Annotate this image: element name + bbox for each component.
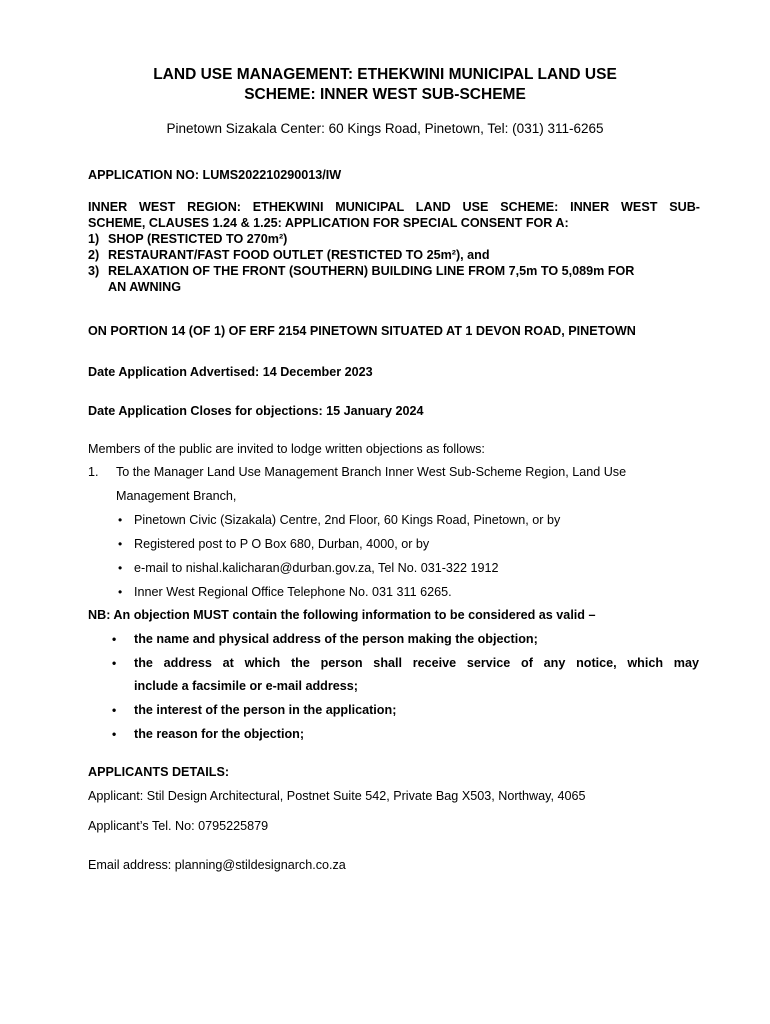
office-address: Pinetown Sizakala Center: 60 Kings Road, Pinetown, Tel: (031) 311-6265 (166, 121, 604, 136)
title-line-1: LAND USE MANAGEMENT: ETHEKWINI MUNICIPAL LAND USE (153, 66, 617, 83)
consent-item-text: RESTAURANT/FAST FOOD OUTLET (RESTICTED TO 25m²), and (108, 248, 490, 262)
consent-item-3-continued: AN AWNING (108, 280, 181, 294)
requirement-interest: the interest of the person in the application; (134, 703, 397, 717)
lodge-option-civic-centre: Pinetown Civic (Sizakala) Centre, 2nd Floor, 60 Kings Road, Pinetown, or by (134, 513, 561, 527)
description-line-2: SCHEME, CLAUSES 1.24 & 1.25: APPLICATION FOR SPECIAL CONSENT FOR A: (88, 216, 569, 230)
consent-item-2 (88, 247, 700, 263)
bullet-icon: • (118, 585, 123, 599)
requirement-reason: the reason for the objection; (134, 727, 305, 741)
consent-item-number: 2) (88, 248, 100, 262)
title-line-2: SCHEME: INNER WEST SUB-SCHEME (244, 86, 526, 103)
objection-step-number: 1. (88, 465, 99, 479)
requirement-name-address: the name and physical address of the person making the objection; (134, 632, 538, 646)
consent-item-number: 1) (88, 232, 100, 246)
objections-intro: Members of the public are invited to lodge written objections as follows: (88, 442, 485, 456)
consent-item-number: 3) (88, 264, 100, 278)
consent-item-1 (88, 231, 700, 247)
applicant-address: Applicant: Stil Design Architectural, Postnet Suite 542, Private Bag X503, Northway, 4065 (88, 789, 586, 803)
objection-step-line-1: To the Manager Land Use Management Branch Inner West Sub-Scheme Region, Land Use (116, 465, 627, 479)
consent-item-text: SHOP (RESTICTED TO 270m²) (108, 232, 288, 246)
consent-item-text: RELAXATION OF THE FRONT (SOUTHERN) BUILDING LINE FROM 7,5m TO 5,089m FOR (108, 264, 635, 278)
applicant-telephone: Applicant’s Tel. No: 0795225879 (88, 819, 269, 833)
document-title (60, 65, 710, 105)
application-description (88, 199, 700, 295)
bullet-icon: • (118, 561, 123, 575)
objection-step-line-2: Management Branch, (116, 489, 237, 503)
bullet-icon: • (112, 632, 117, 646)
bullet-icon: • (112, 656, 117, 670)
property-description: ON PORTION 14 (OF 1) OF ERF 2154 PINETOWN SITUATED AT 1 DEVON ROAD, PINETOWN (88, 324, 636, 338)
bullet-icon: • (118, 513, 123, 527)
description-line-1: INNER WEST REGION: ETHEKWINI MUNICIPAL LAND USE SCHEME: INNER WEST SUB- (88, 200, 700, 214)
bullet-icon: • (118, 537, 123, 551)
lodge-option-email: e-mail to nishal.kalicharan@durban.gov.za, Tel No. 031-322 1912 (134, 561, 499, 575)
consent-item-3 (88, 263, 700, 279)
requirement-service-address-continued: include a facsimile or e-mail address; (134, 679, 358, 693)
nb-requirement-note: NB: An objection MUST contain the following information to be considered as valid – (88, 608, 596, 622)
lodge-option-post: Registered post to P O Box 680, Durban, 4000, or by (134, 537, 430, 551)
bullet-icon: • (112, 703, 117, 717)
applicant-email: Email address: planning@stildesignarch.co.za (88, 858, 346, 872)
date-advertised: Date Application Advertised: 14 December 2023 (88, 365, 373, 379)
application-number: APPLICATION NO: LUMS202210290013/IW (88, 168, 342, 182)
requirement-service-address: the address at which the person shall receive service of any notice, which may (134, 656, 699, 670)
bullet-icon: • (112, 727, 117, 741)
applicant-heading: APPLICANTS DETAILS: (88, 765, 230, 779)
date-closes: Date Application Closes for objections: 15 January 2024 (88, 404, 424, 418)
lodge-option-telephone: Inner West Regional Office Telephone No. 031 311 6265. (134, 585, 452, 599)
